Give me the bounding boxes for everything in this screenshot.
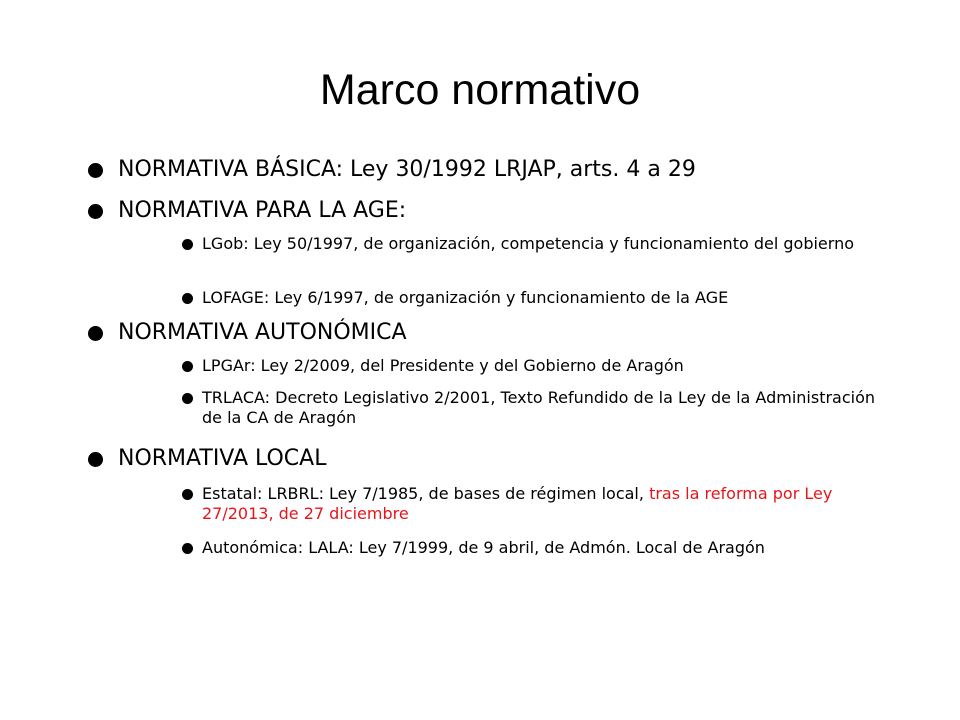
subbullet-trlaca <box>202 388 892 428</box>
bullet-normativa-basica <box>118 157 696 183</box>
bullet-dot-icon <box>88 326 103 341</box>
subbullet-estatal <box>202 484 892 524</box>
bullet-dot-icon <box>182 293 193 304</box>
subbullet-text: Estatal: LRBRL: Ley 7/1985, de bases de régimen local, <box>202 484 644 503</box>
bullet-normativa-autonomica <box>118 320 407 346</box>
bullet-label: NORMATIVA AUTONÓMICA <box>118 320 407 345</box>
subbullet-text: TRLACA: Decreto Legislativo 2/2001, Texto Refundido de la Ley de la Administración de la CA de Aragón <box>202 388 876 427</box>
subbullet-highlight-text: tras la reforma por Ley 27/2013, de 27 diciembre <box>202 484 833 523</box>
bullet-normativa-age <box>118 198 406 224</box>
subbullet-text: LOFAGE: Ley 6/1997, de organización y funcionamiento de la AGE <box>202 288 729 307</box>
bullet-dot-icon <box>182 543 193 554</box>
subbullet-lpgar <box>202 356 892 376</box>
bullet-label: NORMATIVA LOCAL <box>118 446 327 471</box>
subbullet-text: Autonómica: LALA: Ley 7/1999, de 9 abril, de Admón. Local de Aragón <box>202 538 765 557</box>
bullet-dot-icon <box>182 489 193 500</box>
bullet-dot-icon <box>88 204 103 219</box>
bullet-dot-icon <box>182 393 193 404</box>
subbullet-text: LPGAr: Ley 2/2009, del Presidente y del Gobierno de Aragón <box>202 356 684 375</box>
subbullet-text: LGob: Ley 50/1997, de organización, competencia y funcionamiento del gobierno <box>202 234 854 253</box>
subbullet-autonomica <box>202 538 892 558</box>
bullet-label: NORMATIVA PARA LA AGE: <box>118 198 407 223</box>
slide-title: Marco normativo <box>319 66 641 114</box>
bullet-dot-icon <box>88 452 103 467</box>
subbullet-lgob <box>202 234 892 254</box>
bullet-normativa-local <box>118 446 326 472</box>
bullet-dot-icon <box>182 361 193 372</box>
bullet-dot-icon <box>88 163 103 178</box>
subbullet-lofage <box>202 288 892 308</box>
bullet-dot-icon <box>182 239 193 250</box>
bullet-label: NORMATIVA BÁSICA: Ley 30/1992 LRJAP, arts. 4 a 29 <box>118 157 696 182</box>
